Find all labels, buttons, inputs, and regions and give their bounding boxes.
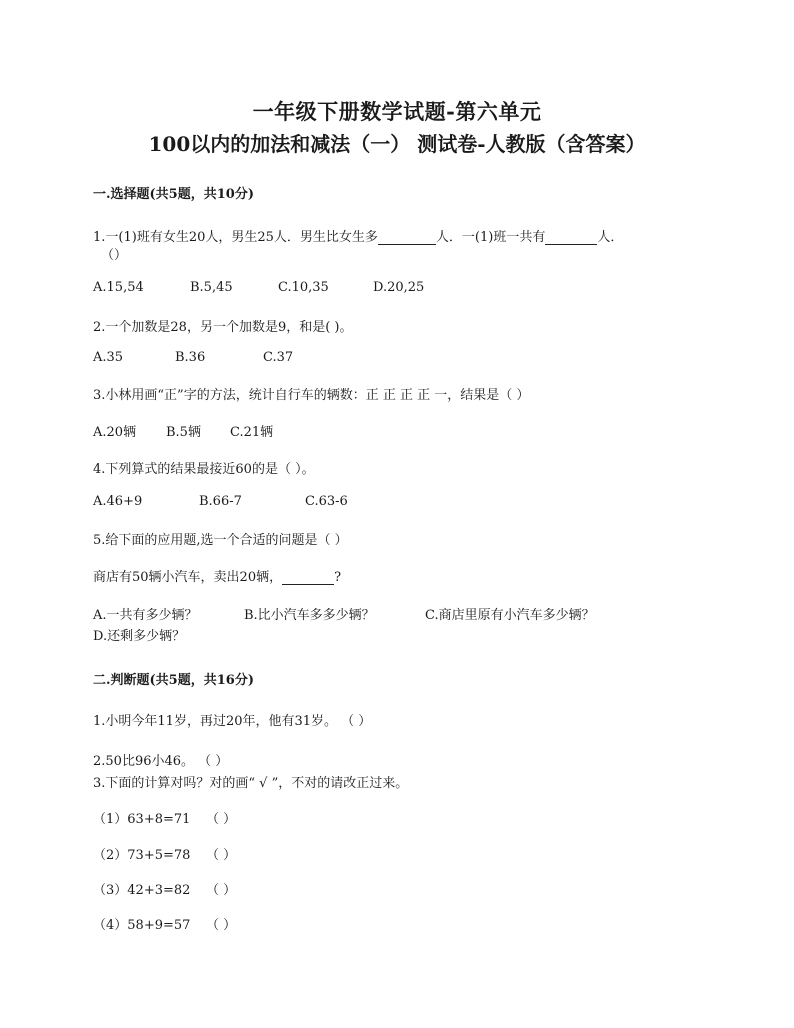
q4-option-b: B.66-7	[199, 494, 242, 509]
answer-blank-1	[378, 232, 436, 245]
calc-item-3-paren: （ ）	[206, 883, 237, 898]
calc-item-4-paren: （ ）	[206, 918, 237, 933]
q2-option-a: A.35	[93, 350, 124, 365]
question-1	[93, 226, 623, 245]
q2-option-b: B.36	[175, 350, 206, 365]
calc-item-2-paren: （ ）	[206, 848, 237, 863]
section-heading-choice: 一.选择题(共5题，共10分)	[93, 187, 254, 202]
q1-option-c: C.10,35	[278, 280, 329, 295]
q3-option-b: B.5辆	[166, 425, 201, 440]
q1-option-b: B.5,45	[190, 280, 233, 295]
q5-option-b: B.比小汽车多多少辆？	[244, 608, 375, 623]
question-5: 5.给下面的应用题,选一个合适的问题是（ ）	[93, 533, 348, 548]
answer-blank-3	[282, 572, 334, 585]
judge-question-3: 3.下面的计算对吗？对的画“ √ ”，不对的请改正过来。	[93, 776, 409, 791]
q3-option-c: C.21辆	[230, 425, 274, 440]
judge-question-1: 1.小明今年11岁，再过20年，他有31岁。 （ ）	[93, 714, 372, 729]
q5-option-c: C.商店里原有小汽车多少辆？	[425, 608, 595, 623]
q1-option-d: D.20,25	[373, 280, 425, 295]
question-1-text-c: 人．	[597, 230, 624, 245]
question-5-scenario-end: ?	[334, 570, 342, 585]
calc-item-3: （3）42+3=82	[93, 883, 191, 898]
exam-title: 一年级下册数学试题-第六单元	[252, 99, 542, 124]
judge-question-2: 2.50比96小46。 （ ）	[93, 754, 229, 769]
calc-item-4: （4）58+9=57	[93, 918, 191, 933]
section-heading-judgement: 二.判断题(共5题，共16分)	[93, 673, 254, 688]
answer-blank-2	[545, 232, 597, 245]
calc-item-1: （1）63+8=71	[93, 812, 191, 827]
question-4: 4.下列算式的结果最接近60的是（ ）。	[93, 462, 315, 477]
question-3: 3.小林用画“正”字的方法，统计自行车的辆数：正 正 正 正 一，结果是（ ）	[93, 388, 530, 403]
calc-item-2: （2）73+5=78	[93, 848, 191, 863]
question-1-text-b: 人．一(1)班一共有	[435, 230, 546, 245]
q5-option-d: D.还剩多少辆？	[93, 629, 186, 644]
q4-option-c: C.63-6	[305, 494, 348, 509]
question-1-text-a: 1.一(1)班有女生20人，男生25人．男生比女生多	[93, 230, 378, 245]
calc-item-1-paren: （ ）	[206, 812, 237, 827]
question-5-scenario-text: 商店有50辆小汽车，卖出20辆，	[93, 570, 283, 585]
q4-option-a: A.46+9	[93, 494, 143, 509]
exam-subtitle: 100以内的加法和减法（一） 测试卷-人教版（含答案）	[148, 132, 646, 156]
q3-option-a: A.20辆	[93, 425, 137, 440]
question-2: 2.一个加数是28，另一个加数是9，和是( )。	[93, 320, 353, 335]
question-1-paren: （）	[101, 248, 128, 263]
question-5-scenario	[93, 566, 341, 585]
q1-option-a: A.15,54	[93, 280, 144, 295]
q2-option-c: C.37	[263, 350, 294, 365]
q5-option-a: A.一共有多少辆？	[93, 608, 198, 623]
